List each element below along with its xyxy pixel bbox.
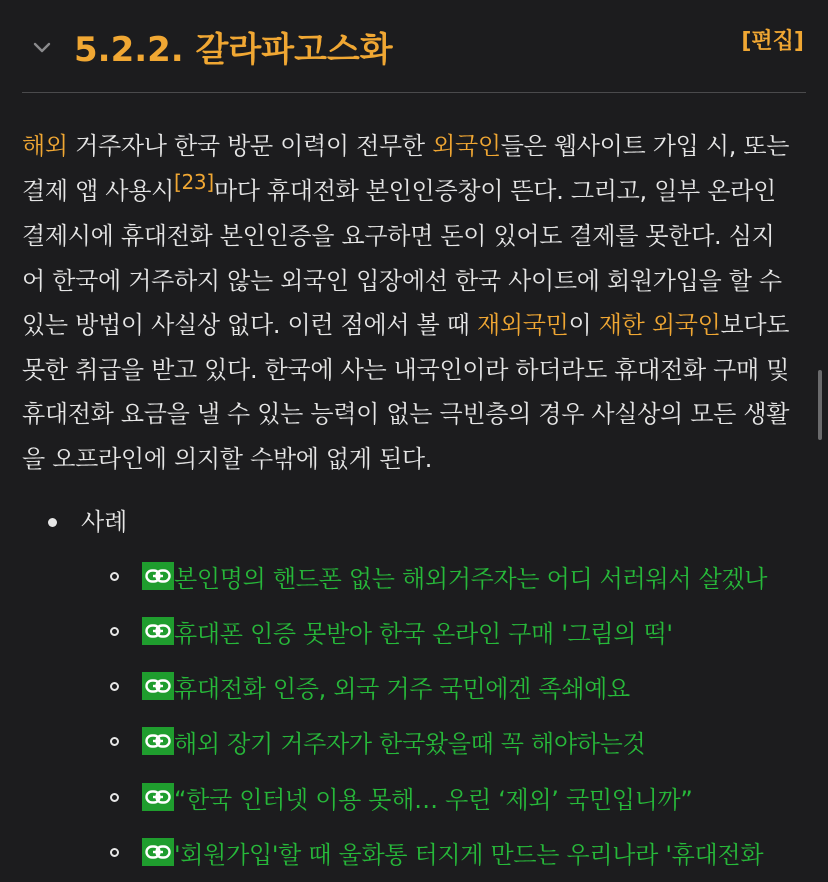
link-icon (142, 727, 174, 755)
list-item[interactable] (110, 556, 767, 596)
link-icon (142, 838, 174, 866)
external-link[interactable]: 해외 장기 거주자가 한국왔을때 꼭 해야하는것 (174, 729, 646, 758)
bullet-circle (110, 682, 119, 691)
paragraph-text: 들은 웹사이트 가입 시, 또는 결제 앱 사용시 (22, 132, 790, 205)
section-heading (22, 24, 806, 93)
external-link[interactable]: 휴대폰 인증 못받아 한국 온라인 구매 '그림의 떡' (174, 619, 673, 648)
link-foreigner[interactable]: 외국인 (432, 132, 501, 160)
link-icon (142, 562, 174, 590)
bullet-circle (110, 572, 119, 581)
list-item[interactable] (110, 721, 645, 761)
bullet-circle (110, 627, 119, 636)
link-icon (142, 617, 174, 645)
chevron-down-icon[interactable] (32, 38, 52, 58)
section-title: 5.2.2. 갈라파고스화 (74, 30, 393, 70)
paragraph-text: 거주자나 한국 방문 이력이 전무한 (67, 132, 433, 160)
bullet-circle (110, 737, 119, 746)
edit-button[interactable]: [편집] (741, 29, 804, 54)
list-label: 사례 (81, 508, 128, 536)
external-link[interactable]: 휴대전화 인증, 외국 거주 국민에겐 족쇄예요 (174, 674, 630, 703)
article-paragraph (22, 124, 796, 481)
bullet-circle (110, 793, 119, 802)
link-icon (142, 672, 174, 700)
link-overseas[interactable]: 해외 (22, 132, 68, 160)
bullet-circle (110, 848, 119, 857)
link-icon (142, 783, 174, 811)
footnote-link[interactable]: [23] (173, 169, 214, 194)
paragraph-text: 이 (568, 311, 599, 339)
paragraph-text: 보다도 못한 취급을 받고 있다. 한국에 사는 내국인이라 하더라도 휴대전화 구매 및 휴대전화 요금을 낼 수 있는 능력이 없는 극빈층의 경우 사실상의 모든 생활을 오프라인에 의지할 수밖에 없게 된다. (22, 311, 790, 473)
paragraph-text: 마다 휴대전화 본인인증창이 뜬다. 그리고, 일부 온라인 결제시에 휴대전화 본인인증을 요구하면 돈이 있어도 결제를 못한다. 심지어 한국에 거주하지 않는 외국인 입장에선 한국 사이트에 회원가입을 할 수 있는 방법이 사실상 없다. 이런 점에서 볼 때 (22, 176, 782, 339)
list-item[interactable] (110, 666, 630, 706)
external-link[interactable]: “한국 인터넷 이용 못해… 우린 ‘제외’ 국민입니까” (174, 785, 693, 814)
link-resident-foreigner[interactable]: 재한 외국인 (598, 311, 721, 339)
list-item[interactable] (110, 777, 693, 817)
list-item-cases (48, 500, 128, 544)
scrollbar-thumb[interactable] (818, 370, 822, 440)
external-link[interactable]: '회원가입'할 때 울화통 터지게 만드는 우리나라 '휴대전화 (174, 840, 764, 869)
external-link[interactable]: 본인명의 핸드폰 없는 해외거주자는 어디 서러워서 살겠나 (174, 564, 768, 593)
list-item[interactable] (110, 832, 763, 872)
list-item[interactable] (110, 611, 673, 651)
link-overseas-nationals[interactable]: 재외국민 (477, 311, 569, 339)
bullet-disc (48, 518, 57, 527)
